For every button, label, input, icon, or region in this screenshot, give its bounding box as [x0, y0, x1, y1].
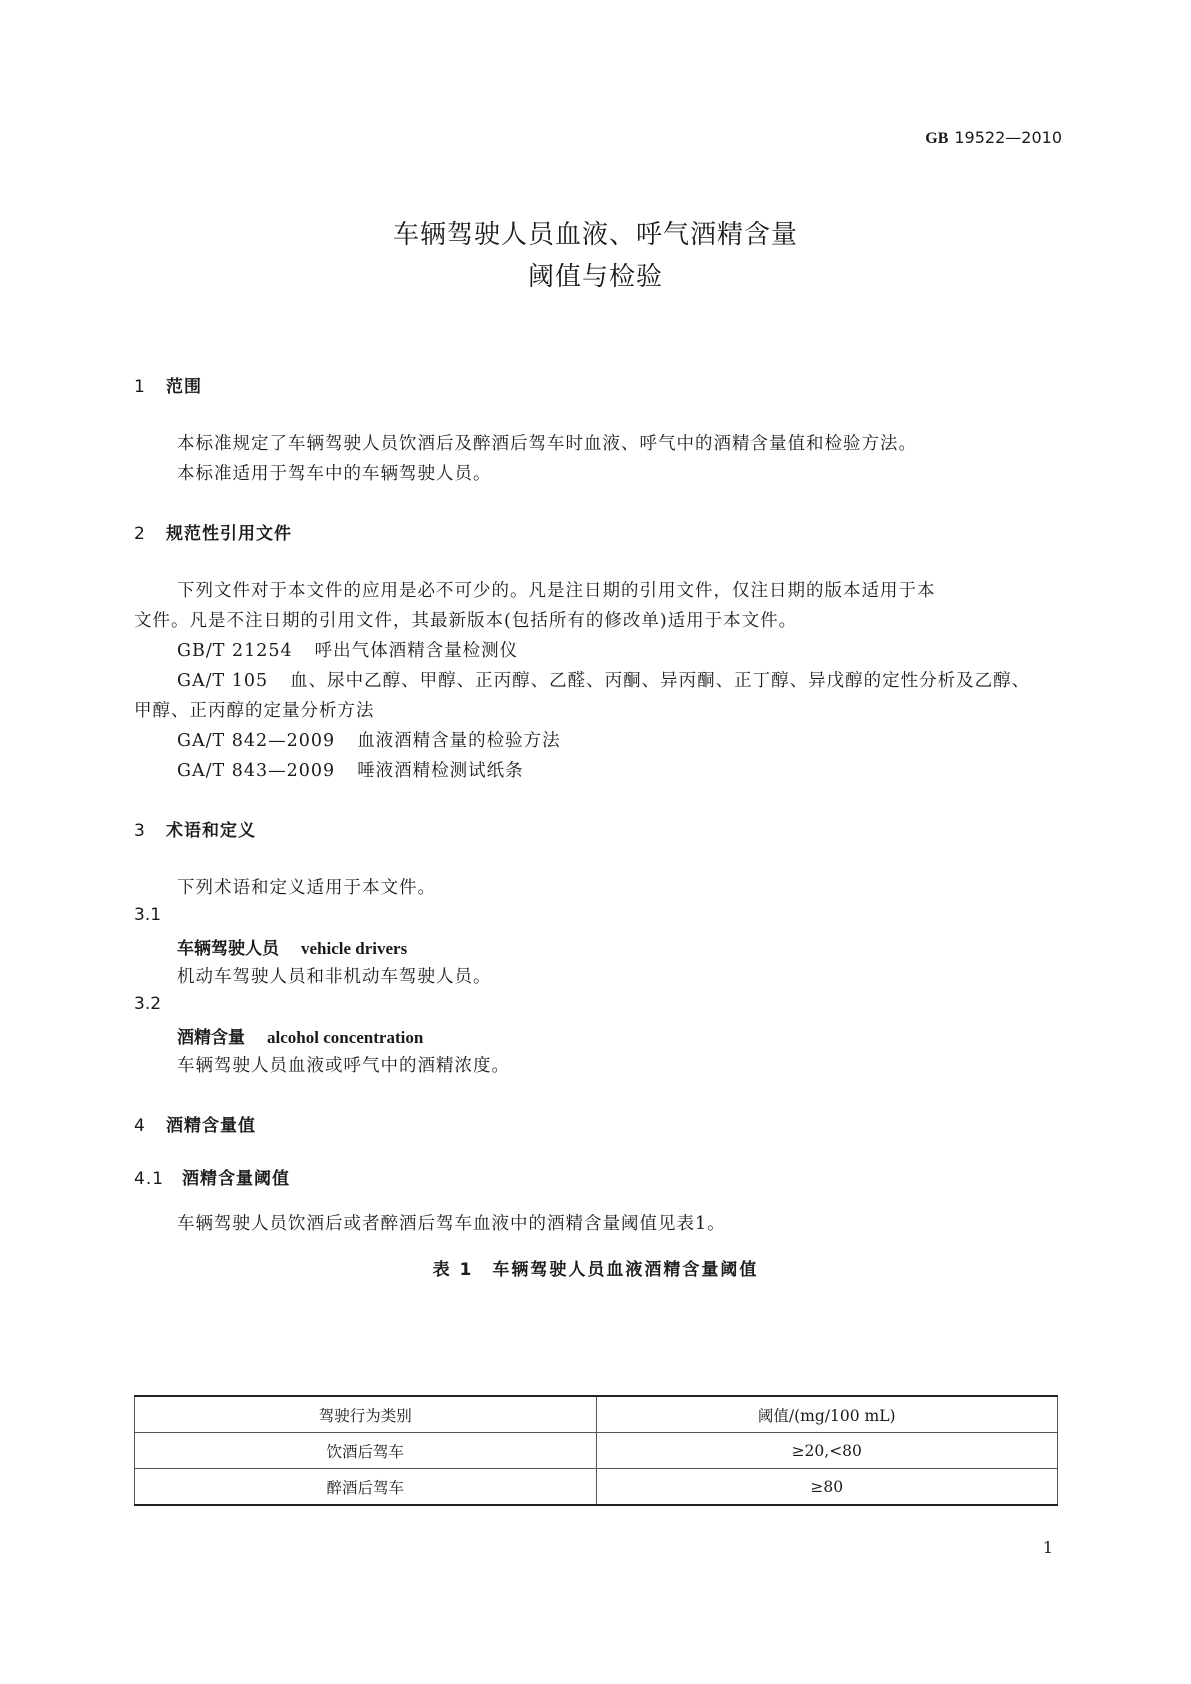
page-number: 1	[1042, 1538, 1053, 1557]
section-1-heading	[134, 372, 202, 397]
section-2-heading	[134, 519, 292, 544]
reference-code: GB/T 21254	[177, 641, 293, 661]
section-2-paragraph-line-2: 文件。凡是不注日期的引用文件，其最新版本(包括所有的修改单)适用于本文件。	[134, 611, 798, 631]
section-4-number: 4	[134, 1116, 146, 1136]
section-4-heading	[134, 1111, 256, 1136]
reference-code: GA/T 843—2009	[177, 761, 336, 781]
table-caption: 表 1 车辆驾驶人员血液酒精含量阈值	[432, 1260, 759, 1280]
document-title-line-2: 阈值与检验	[527, 262, 663, 292]
term-name-zh: 车辆驾驶人员	[177, 939, 279, 959]
term-number: 3.1	[134, 905, 162, 925]
section-4-title: 酒精含量值	[166, 1116, 256, 1136]
reference-title: 血液酒精含量的检验方法	[357, 731, 561, 751]
reference-title: 呼出气体酒精含量检测仪	[314, 641, 519, 661]
reference-item	[177, 637, 518, 662]
section-3-heading	[134, 816, 256, 841]
table-cell: 饮酒后驾车	[135, 1433, 597, 1469]
table-cell: 醉酒后驾车	[135, 1469, 597, 1506]
table-cell: ≥80	[596, 1469, 1058, 1506]
reference-item	[177, 757, 524, 782]
reference-code: GA/T 105	[177, 671, 269, 691]
table-header-cell: 阈值/(mg/100 mL)	[596, 1396, 1058, 1433]
section-1-paragraph-2: 本标准适用于驾车中的车辆驾驶人员。	[177, 464, 492, 484]
term-name-zh: 酒精含量	[177, 1028, 245, 1048]
term-name	[177, 1023, 423, 1048]
table-row	[135, 1469, 1058, 1506]
standard-number: 19522—2010	[954, 128, 1062, 147]
standard-id	[925, 128, 1062, 148]
reference-title: 血、尿中乙醇、甲醇、正丙醇、乙醛、丙酮、异丙酮、正丁醇、异戊醇的定性分析及乙醇、	[290, 671, 1031, 691]
subsection-4-1-number: 4.1	[134, 1169, 165, 1189]
document-title-line-1: 车辆驾驶人员血液、呼气酒精含量	[392, 220, 798, 250]
reference-title: 唾液酒精检测试纸条	[357, 761, 524, 781]
section-3-intro: 下列术语和定义适用于本文件。	[177, 878, 436, 898]
term-name	[177, 934, 407, 959]
term-definition: 机动车驾驶人员和非机动车驾驶人员。	[177, 967, 492, 987]
section-2-title: 规范性引用文件	[166, 524, 292, 544]
table-row	[135, 1433, 1058, 1469]
term-name-en: vehicle drivers	[301, 939, 408, 958]
threshold-table	[134, 1395, 1058, 1506]
standard-prefix: GB	[925, 130, 949, 147]
section-2-number: 2	[134, 524, 146, 544]
section-1-title: 范围	[166, 377, 202, 397]
section-3-number: 3	[134, 821, 146, 841]
table-cell: ≥20,<80	[596, 1433, 1058, 1469]
table-header-row	[135, 1396, 1058, 1433]
subsection-4-1-title: 酒精含量阈值	[182, 1169, 290, 1189]
table-header-cell: 驾驶行为类别	[135, 1396, 597, 1433]
subsection-4-1-paragraph: 车辆驾驶人员饮酒后或者醉酒后驾车血液中的酒精含量阈值见表1。	[177, 1214, 726, 1234]
term-name-en: alcohol concentration	[267, 1028, 424, 1047]
reference-item	[177, 727, 561, 752]
section-3-title: 术语和定义	[166, 821, 256, 841]
section-1-paragraph-1: 本标准规定了车辆驾驶人员饮酒后及醉酒后驾车时血液、呼气中的酒精含量值和检验方法。	[177, 434, 917, 454]
reference-code: GA/T 842—2009	[177, 731, 336, 751]
subsection-4-1-heading	[134, 1164, 290, 1189]
term-definition: 车辆驾驶人员血液或呼气中的酒精浓度。	[177, 1056, 510, 1076]
term-number: 3.2	[134, 994, 162, 1014]
reference-title-continuation: 甲醇、正丙醇的定量分析方法	[134, 701, 375, 721]
reference-item	[177, 667, 1030, 692]
section-1-number: 1	[134, 377, 146, 397]
section-2-paragraph-line-1: 下列文件对于本文件的应用是必不可少的。凡是注日期的引用文件，仅注日期的版本适用于本	[177, 581, 936, 601]
